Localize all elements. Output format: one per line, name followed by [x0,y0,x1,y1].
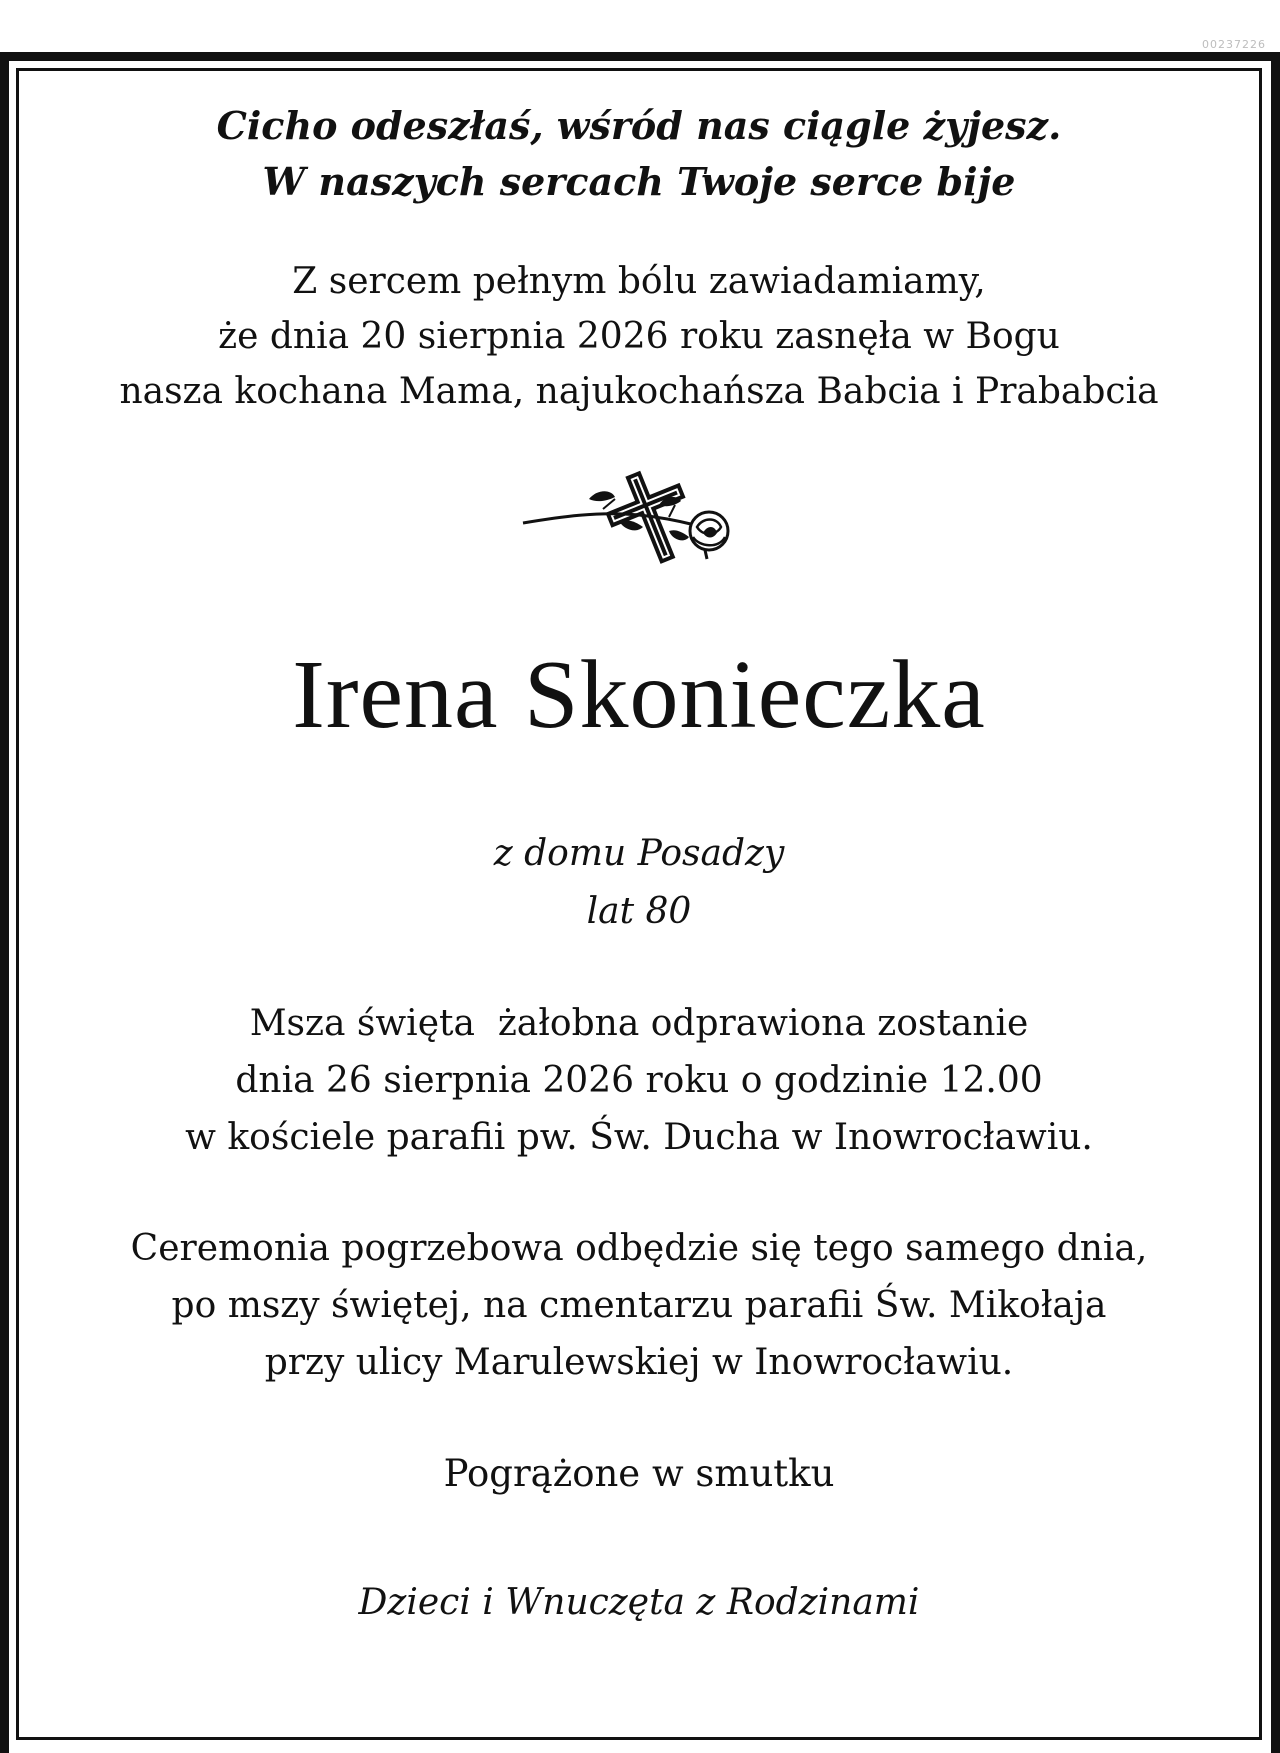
deceased-details [16,825,1262,941]
ceremony-line: po mszy świętej, na cmentarzu parafii Św. Mikołaja [171,1285,1107,1326]
announcement-line: Z sercem pełnym bólu zawiadamiamy, [292,261,986,302]
page-id-label: 00237226 [1202,38,1266,51]
announcement-line: nasza kochana Mama, najukochańsza Babcia i Prababcia [119,371,1159,412]
deceased-name: Irena Skonieczka [292,641,986,749]
motto [16,98,1262,210]
ceremony-info [16,1220,1262,1391]
closing-phrase: Pogrążone w smutku [443,1452,835,1495]
maiden-name: z domu Posadzy [493,833,785,874]
announcement-line: że dnia 20 sierpnia 2026 roku zasnęła w Bogu [218,316,1060,357]
ceremony-line: Ceremonia pogrzebowa odbędzie się tego samego dnia, [130,1228,1148,1269]
cross-with-rose-icon [519,459,759,569]
announcement [16,254,1262,419]
mass-line: dnia 26 sierpnia 2026 roku o godzinie 12.00 [235,1060,1043,1101]
mass-line: w kościele parafii pw. Św. Ducha w Inowrocławiu. [185,1117,1093,1158]
obituary-content [16,68,1262,1631]
motto-line: W naszych sercach Twoje serce bije [262,159,1016,204]
motto-line: Cicho odeszłaś, wśród nas ciągle żyjesz. [216,103,1062,148]
age: lat 80 [586,891,692,932]
mass-info [16,995,1262,1166]
mass-line: Msza święta żałobna odprawiona zostanie [249,1003,1029,1044]
ceremony-line: przy ulicy Marulewskiej w Inowrocławiu. [264,1342,1014,1383]
signature: Dzieci i Wnuczęta z Rodzinami [358,1582,920,1623]
